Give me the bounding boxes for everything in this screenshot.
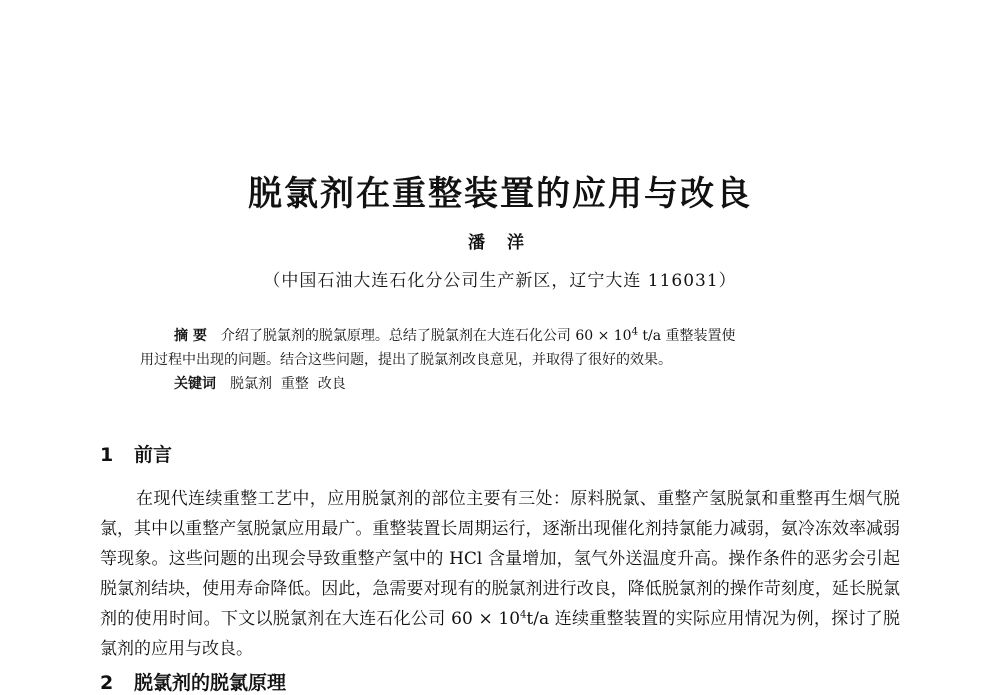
section-number: 2 — [100, 672, 114, 694]
paragraph-superscript: 4 — [520, 609, 527, 621]
abstract-text-a: 介绍了脱氯剂的脱氯原理。总结了脱氯剂在大连石化公司 60 × 10 — [220, 328, 632, 344]
paragraph-text-a: 在现代连续重整工艺中，应用脱氯剂的部位主要有三处：原料脱氯、重整产氢脱氯和重整再生烟气脱氯，其中以重整产氢脱氯应用最广。重整装置长周期运行，逐渐出现催化剂持氯能力减弱，氨冷冻效率减弱等现象。这些问题的出现会导致重整产氢中的 HCl 含量增加，氢气外送温度升高。操作条件的恶劣会引起脱氯剂结块，使用寿命降低。因此，急需要对现有的脱氯剂进行改良，降低脱氯剂的操作苛刻度，延长脱氯剂的使用时间。下文以脱氯剂在大连石化公司 60 × 10 — [100, 489, 900, 629]
paper-title: 脱氯剂在重整装置的应用与改良 — [248, 174, 752, 214]
author-affiliation: （中国石油大连石化分公司生产新区，辽宁大连 116031） — [263, 271, 737, 291]
abstract-block — [140, 324, 870, 396]
paragraph-text-b: t/a 连续重整装置的实际应用情况为例，探讨了脱氯剂的应用与改良。 — [100, 609, 900, 659]
abstract-line-2: 用过程中出现的问题。结合这些问题，提出了脱氯剂改良意见，并取得了很好的效果。 — [140, 352, 672, 368]
body-paragraph — [100, 484, 900, 664]
keywords-text: 脱氯剂 重整 改良 — [230, 376, 346, 392]
section-title: 前言 — [134, 444, 173, 466]
abstract-superscript: 4 — [631, 326, 638, 338]
section-number: 1 — [100, 444, 114, 466]
keywords-label: 关键词 — [174, 376, 216, 392]
author-name: 潘 洋 — [468, 233, 532, 253]
abstract-line-1 — [140, 324, 870, 348]
abstract-label: 摘 要 — [174, 328, 207, 344]
section-heading-2 — [100, 668, 900, 695]
section-heading-1 — [100, 440, 900, 467]
keywords-line — [140, 372, 870, 396]
section-title: 脱氯剂的脱氯原理 — [134, 672, 287, 694]
abstract-text-b: t/a 重整装置使 — [637, 328, 736, 344]
